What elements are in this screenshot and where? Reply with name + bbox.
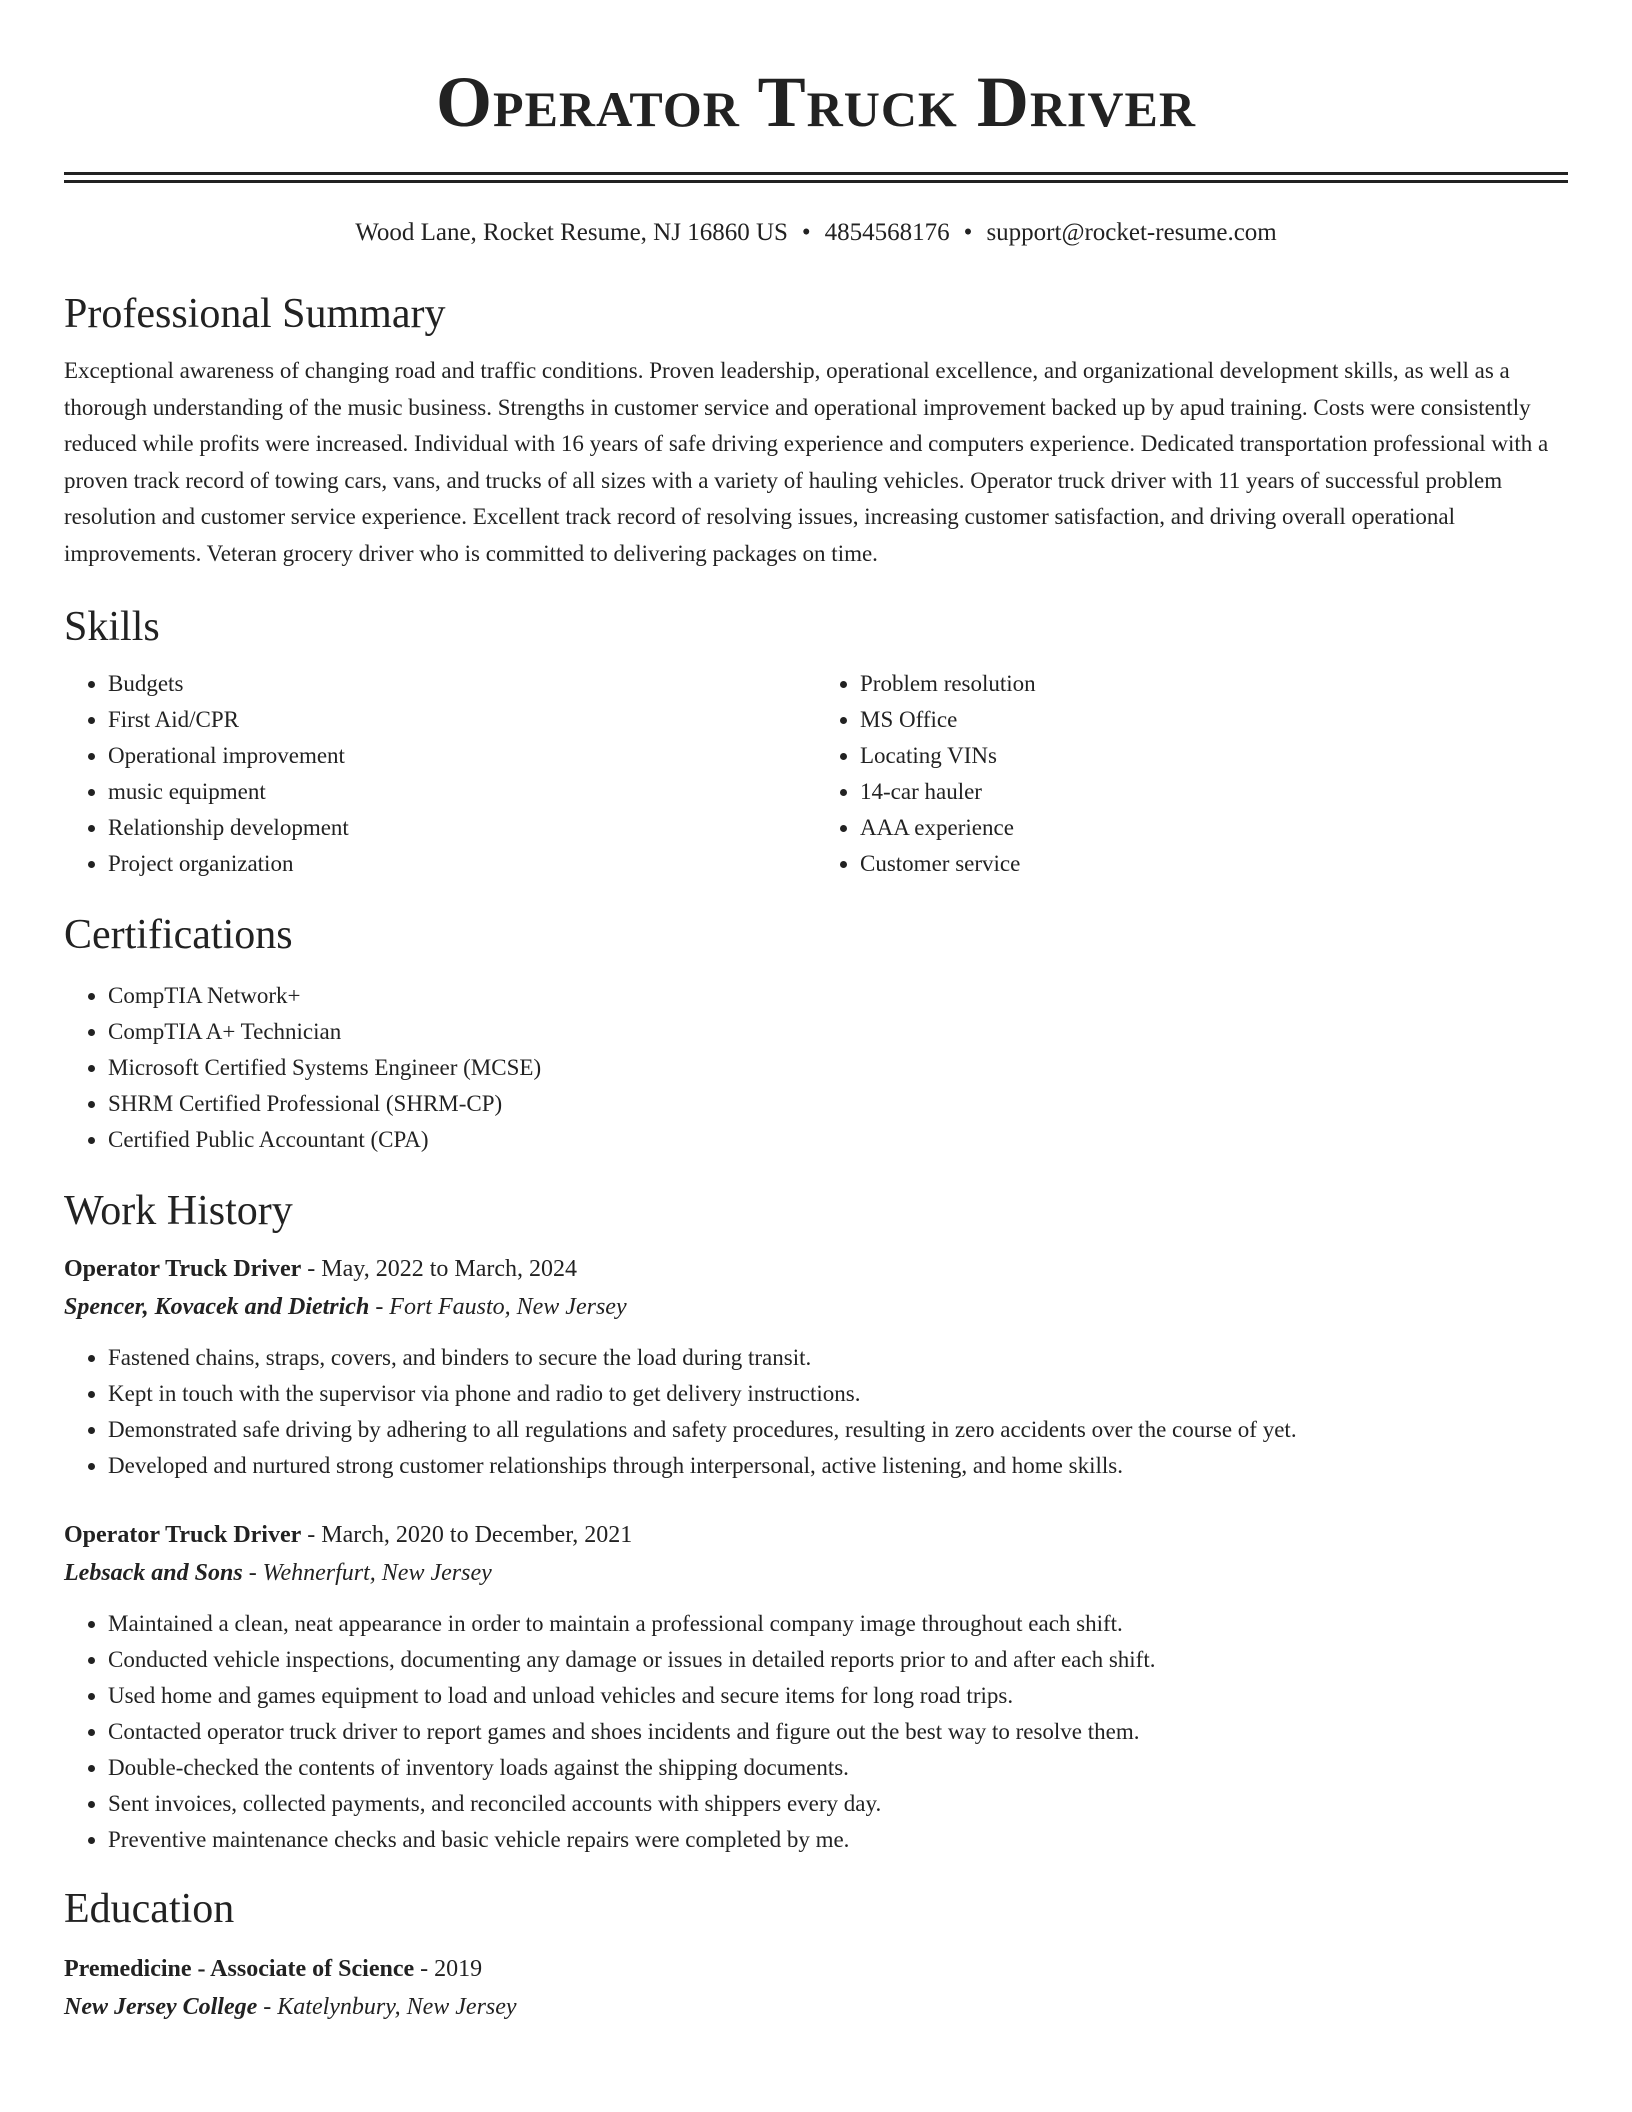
education-school: New Jersey College [64, 1994, 258, 2020]
job-duty: • Used home and games equipment to load and unload vehicles and secure items for long road trips. [108, 1678, 1568, 1714]
certifications-heading: Certifications [64, 912, 293, 958]
summary-heading: Professional Summary [64, 291, 446, 337]
job-dates: - March, 2020 to December, 2021 [301, 1522, 633, 1548]
job-entry [64, 1516, 1568, 1858]
job-duty: • Contacted operator truck driver to report games and shoes incidents and figure out the best way to resolve them. [108, 1714, 1568, 1750]
job-duty: • Sent invoices, collected payments, and reconciled accounts with shippers every day. [108, 1786, 1568, 1822]
certification-item: • Microsoft Certified Systems Engineer (MCSE) [108, 1050, 1568, 1086]
job-title: Operator Truck Driver [64, 1256, 302, 1282]
job-duty: • Demonstrated safe driving by adhering to all regulations and safety procedures, resulting in zero accidents over the course of yet. [108, 1412, 1568, 1448]
contact-line [64, 217, 1568, 249]
certification-item: • Certified Public Accountant (CPA) [108, 1122, 1568, 1158]
skill-item: • MS Office [860, 702, 1568, 738]
job-employer [64, 1288, 1568, 1326]
skill-item: • AAA experience [860, 810, 1568, 846]
contact-separator: • [801, 219, 811, 246]
certifications-list [64, 978, 1568, 1158]
skill-item: • Problem resolution [860, 666, 1568, 702]
job-duty: • Fastened chains, straps, covers, and binders to secure the load during transit. [108, 1340, 1568, 1376]
job-duty: • Preventive maintenance checks and basic vehicle repairs were completed by me. [108, 1822, 1568, 1858]
education-year: - 2019 [414, 1956, 483, 1982]
skills-list-left [64, 666, 816, 882]
education-degree: Premedicine - Associate of Science [64, 1956, 415, 1982]
contact-separator: • [963, 219, 973, 246]
job-location: - Wehnerfurt, New Jersey [242, 1560, 492, 1586]
job-dates: - May, 2022 to March, 2024 [301, 1256, 578, 1282]
skills-heading: Skills [64, 604, 160, 650]
education-location: - Katelynbury, New Jersey [257, 1994, 517, 2020]
skill-item: • Budgets [108, 666, 816, 702]
skill-item: • music equipment [108, 774, 816, 810]
job-header [64, 1250, 1568, 1288]
skill-item: • Customer service [860, 846, 1568, 882]
contact-address: Wood Lane, Rocket Resume, NJ 16860 US [355, 219, 788, 246]
work-history-heading: Work History [64, 1188, 293, 1234]
certification-item: • CompTIA Network+ [108, 978, 1568, 1014]
work-history-section [64, 1186, 1568, 1858]
education-entry [64, 1950, 1568, 2026]
job-header [64, 1516, 1568, 1554]
education-heading: Education [64, 1886, 235, 1932]
contact-email: support@rocket-resume.com [986, 219, 1277, 246]
job-company: Spencer, Kovacek and Dietrich [64, 1294, 370, 1320]
certification-item: • SHRM Certified Professional (SHRM-CP) [108, 1086, 1568, 1122]
job-employer [64, 1554, 1568, 1592]
summary-section [64, 289, 1568, 572]
skills-columns [64, 666, 1568, 882]
education-section [64, 1884, 1568, 2026]
job-entry [64, 1250, 1568, 1484]
skill-item: • Project organization [108, 846, 816, 882]
skill-item: • Operational improvement [108, 738, 816, 774]
job-location: - Fort Fausto, New Jersey [369, 1294, 627, 1320]
job-duty: • Maintained a clean, neat appearance in order to maintain a professional company image throughout each shift. [108, 1606, 1568, 1642]
job-duty: • Kept in touch with the supervisor via phone and radio to get delivery instructions. [108, 1376, 1568, 1412]
job-duty: • Developed and nurtured strong customer relationships through interpersonal, active listening, and home skills. [108, 1448, 1568, 1484]
job-duty: • Double-checked the contents of inventory loads against the shipping documents. [108, 1750, 1568, 1786]
header-divider [64, 172, 1568, 183]
education-header [64, 1950, 1568, 1988]
skill-item: • 14-car hauler [860, 774, 1568, 810]
certification-item: • CompTIA A+ Technician [108, 1014, 1568, 1050]
job-duty: • Conducted vehicle inspections, documenting any damage or issues in detailed reports prior to and after each shift. [108, 1642, 1568, 1678]
job-duties-list [64, 1340, 1568, 1484]
job-duties-list [64, 1606, 1568, 1858]
skill-item: • Relationship development [108, 810, 816, 846]
certifications-section [64, 910, 1568, 1158]
summary-text: Exceptional awareness of changing road and traffic conditions. Proven leadership, operational excellence, and organizational development skills, as well as a thorough understanding of the music business. Strengths in customer service and operational improvement backed up by apud training. Costs were consistently reduced while profits were increased. Individual with 16 years of safe driving experience and computers experience. Dedicated transportation professional with a proven track record of towing cars, vans, and trucks of all sizes with a variety of hauling vehicles. Operator truck driver with 11 years of successful problem resolution and customer service experience. Excellent track record of resolving issues, increasing customer satisfaction, and driving overall operational improvements. Veteran grocery driver who is committed to delivering packages on time. [64, 358, 1549, 566]
education-school-line [64, 1988, 1568, 2026]
contact-phone: 4854568176 [824, 219, 950, 246]
skills-section [64, 602, 1568, 882]
skill-item: • Locating VINs [860, 738, 1568, 774]
skills-list-right [816, 666, 1568, 882]
skill-item: • First Aid/CPR [108, 702, 816, 738]
candidate-name: Operator Truck Driver [436, 62, 1196, 142]
job-title: Operator Truck Driver [64, 1522, 302, 1548]
job-company: Lebsack and Sons [64, 1560, 243, 1586]
